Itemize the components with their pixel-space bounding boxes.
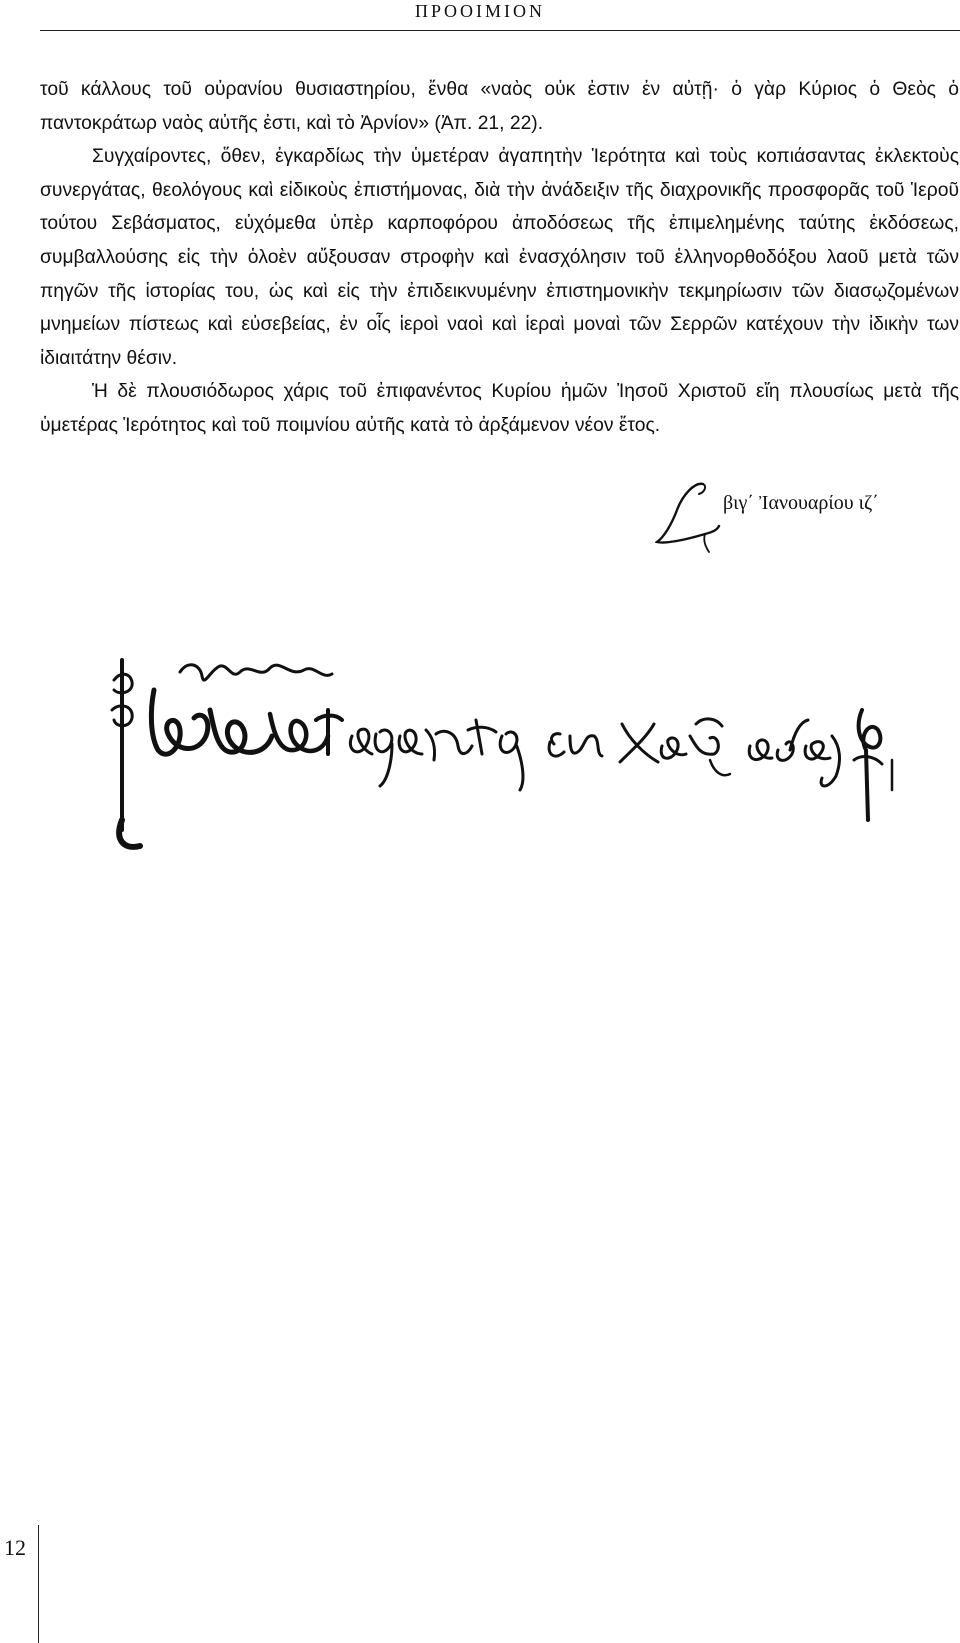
header-rule [40, 30, 960, 31]
running-title: ΠΡΟΟΙΜΙΟΝ [415, 1, 545, 21]
paragraph: τοῦ κάλλους τοῦ οὐρανίου θυσιαστηρίου, ἔνθα «ναὸς οὐκ ἐστιν ἐν αὐτῇ· ὁ γὰρ Κύριος ὁ Θεὸς ὁ παντοκράτωρ ναὸς αὐτῆς ἐστι, καὶ τὸ Ἀρνίον» (Ἀπ. 21, 22). [40, 79, 959, 134]
paragraph: Ἡ δὲ πλουσιόδωρος χάρις τοῦ ἐπιφανέντος Κυρίου ἡμῶν Ἰησοῦ Χριστοῦ εἴη πλουσίως μετὰ τῆς ὑμετέρας Ἱερότητος καὶ τοῦ ποιμνίου αὐτῆς κατὰ τὸ ἀρξάμενον νέον ἔτος. [40, 381, 959, 436]
dateline [655, 480, 955, 560]
dateline-text: βιγ΄ Ἰανουαρίου ιζ΄ [723, 492, 879, 514]
body-text [40, 73, 959, 443]
paragraph: Συγχαίροντες, ὅθεν, ἐγκαρδίως τὴν ὑμετέραν ἀγαπητὴν Ἱερότητα καὶ τοὺς κοπιάσαντας ἐκλεκτοὺς συνεργάτας, θεολόγους καὶ εἰδικοὺς ἐπιστήμονας, διὰ τὴν ἀνάδειξιν τῆς διαχρονικῆς προσφορᾶς τοῦ Ἱεροῦ τούτου Σεβάσματος, εὐχόμεθα ὑπὲρ καρποφόρου ἀποδόσεως τῆς ἐπιμελημένης ταύτης ἐκδόσεως, συμβαλλούσης εἰς τὴν ὁλοὲν αὔξουσαν στροφὴν καὶ ἐνασχόλησιν τοῦ ἑλληνορθοδόξου λαοῦ μετὰ τῶν πηγῶν τῆς ἱστορίας του, ὡς καὶ εἰς τὴν ἐπιδεικνυμένην ἐπιστημονικὴν τεκμηρίωσιν τῶν διασῳζομένων μνημείων πίστεως καὶ εὐσεβείας, ἐν οἷς ἱεροὶ ναοὶ καὶ ἱεραὶ μοναὶ τῶν Σερρῶν κατέχουν τὴν ἰδικὴν των ἰδιαιτάτην θέσιν. [40, 146, 959, 369]
dateline-flourish-icon [655, 480, 725, 560]
page-number: 12 [4, 1535, 26, 1560]
patriarch-signature [110, 650, 900, 870]
margin-rule [38, 1525, 39, 1643]
